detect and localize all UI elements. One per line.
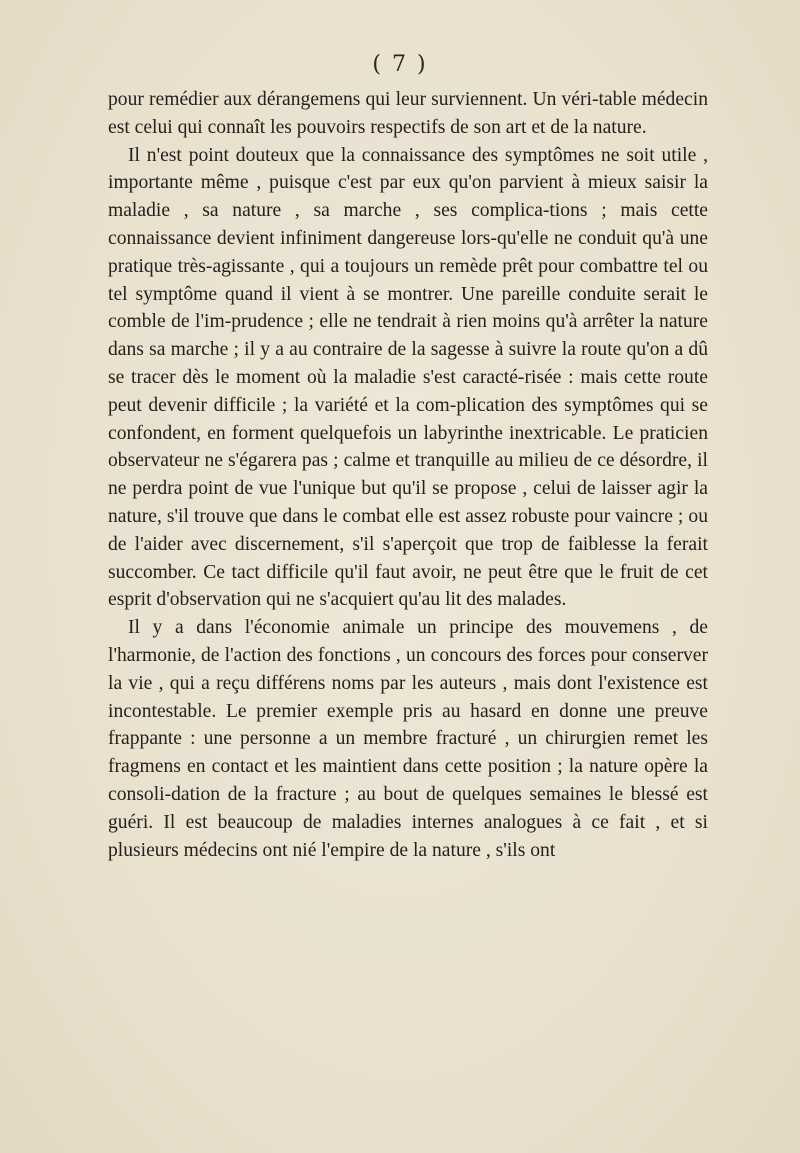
paragraph-1: pour remédier aux dérangemens qui leur surviennent. Un véri-table médecin est celui qui connaît les pouvoirs respectifs de son art et de la nature. xyxy=(108,89,708,138)
page-number: ( 7 ) xyxy=(372,52,428,77)
paragraph-3: Il y a dans l'économie animale un principe des mouvemens , de l'harmonie, de l'action des fonctions , un concours des forces pour conserver la vie , qui a reçu différens noms par les auteurs , mais dont l'existence est incontestable. Le premier exemple pris au hasard en donne une preuve frappante : une personne a un membre fracturé , un chirurgien remet les fragmens en contact et les maintient dans cette position ; la nature opère la consoli-dation de la fracture ; au bout de quelques semaines le blessé est guéri. Il est beaucoup de maladies internes analogues à ce fait , et si plusieurs médecins ont nié l'empire de la nature , s'ils ont xyxy=(108,617,708,861)
body-text xyxy=(108,86,708,864)
paragraph-2: Il n'est point douteux que la connaissance des symptômes ne soit utile , importante même , puisque c'est par eux qu'on parvient à mieux saisir la maladie , sa nature , sa marche , ses complica-tions ; mais cette connaissance devient infiniment dangereuse lors-qu'elle ne conduit qu'à une pratique très-agissante , qui a toujours un remède prêt pour combattre tel ou tel symptôme quand il vient à se montrer. Une pareille conduite serait le comble de l'im-prudence ; elle ne tendrait à rien moins qu'à arrêter la nature dans sa marche ; il y a au contraire de la sagesse à suivre la route qu'on a dû se tracer dès le moment où la maladie s'est caracté-risée : mais cette route peut devenir difficile ; la variété et la com-plication des symptômes qui se confondent, en forment quelquefois un labyrinthe inextricable. Le praticien observateur ne s'égarera pas ; calme et tranquille au milieu de ce désordre, il ne perdra point de vue l'unique but qu'il se propose , celui de laisser agir la nature, s'il trouve que dans le combat elle est assez robuste pour vaincre ; ou de l'aider avec discernement, s'il s'aperçoit que trop de faiblesse la ferait succomber. Ce tact difficile qu'il faut avoir, ne peut être que le fruit de cet esprit d'observation qui ne s'acquiert qu'au lit des malades. xyxy=(108,144,708,611)
